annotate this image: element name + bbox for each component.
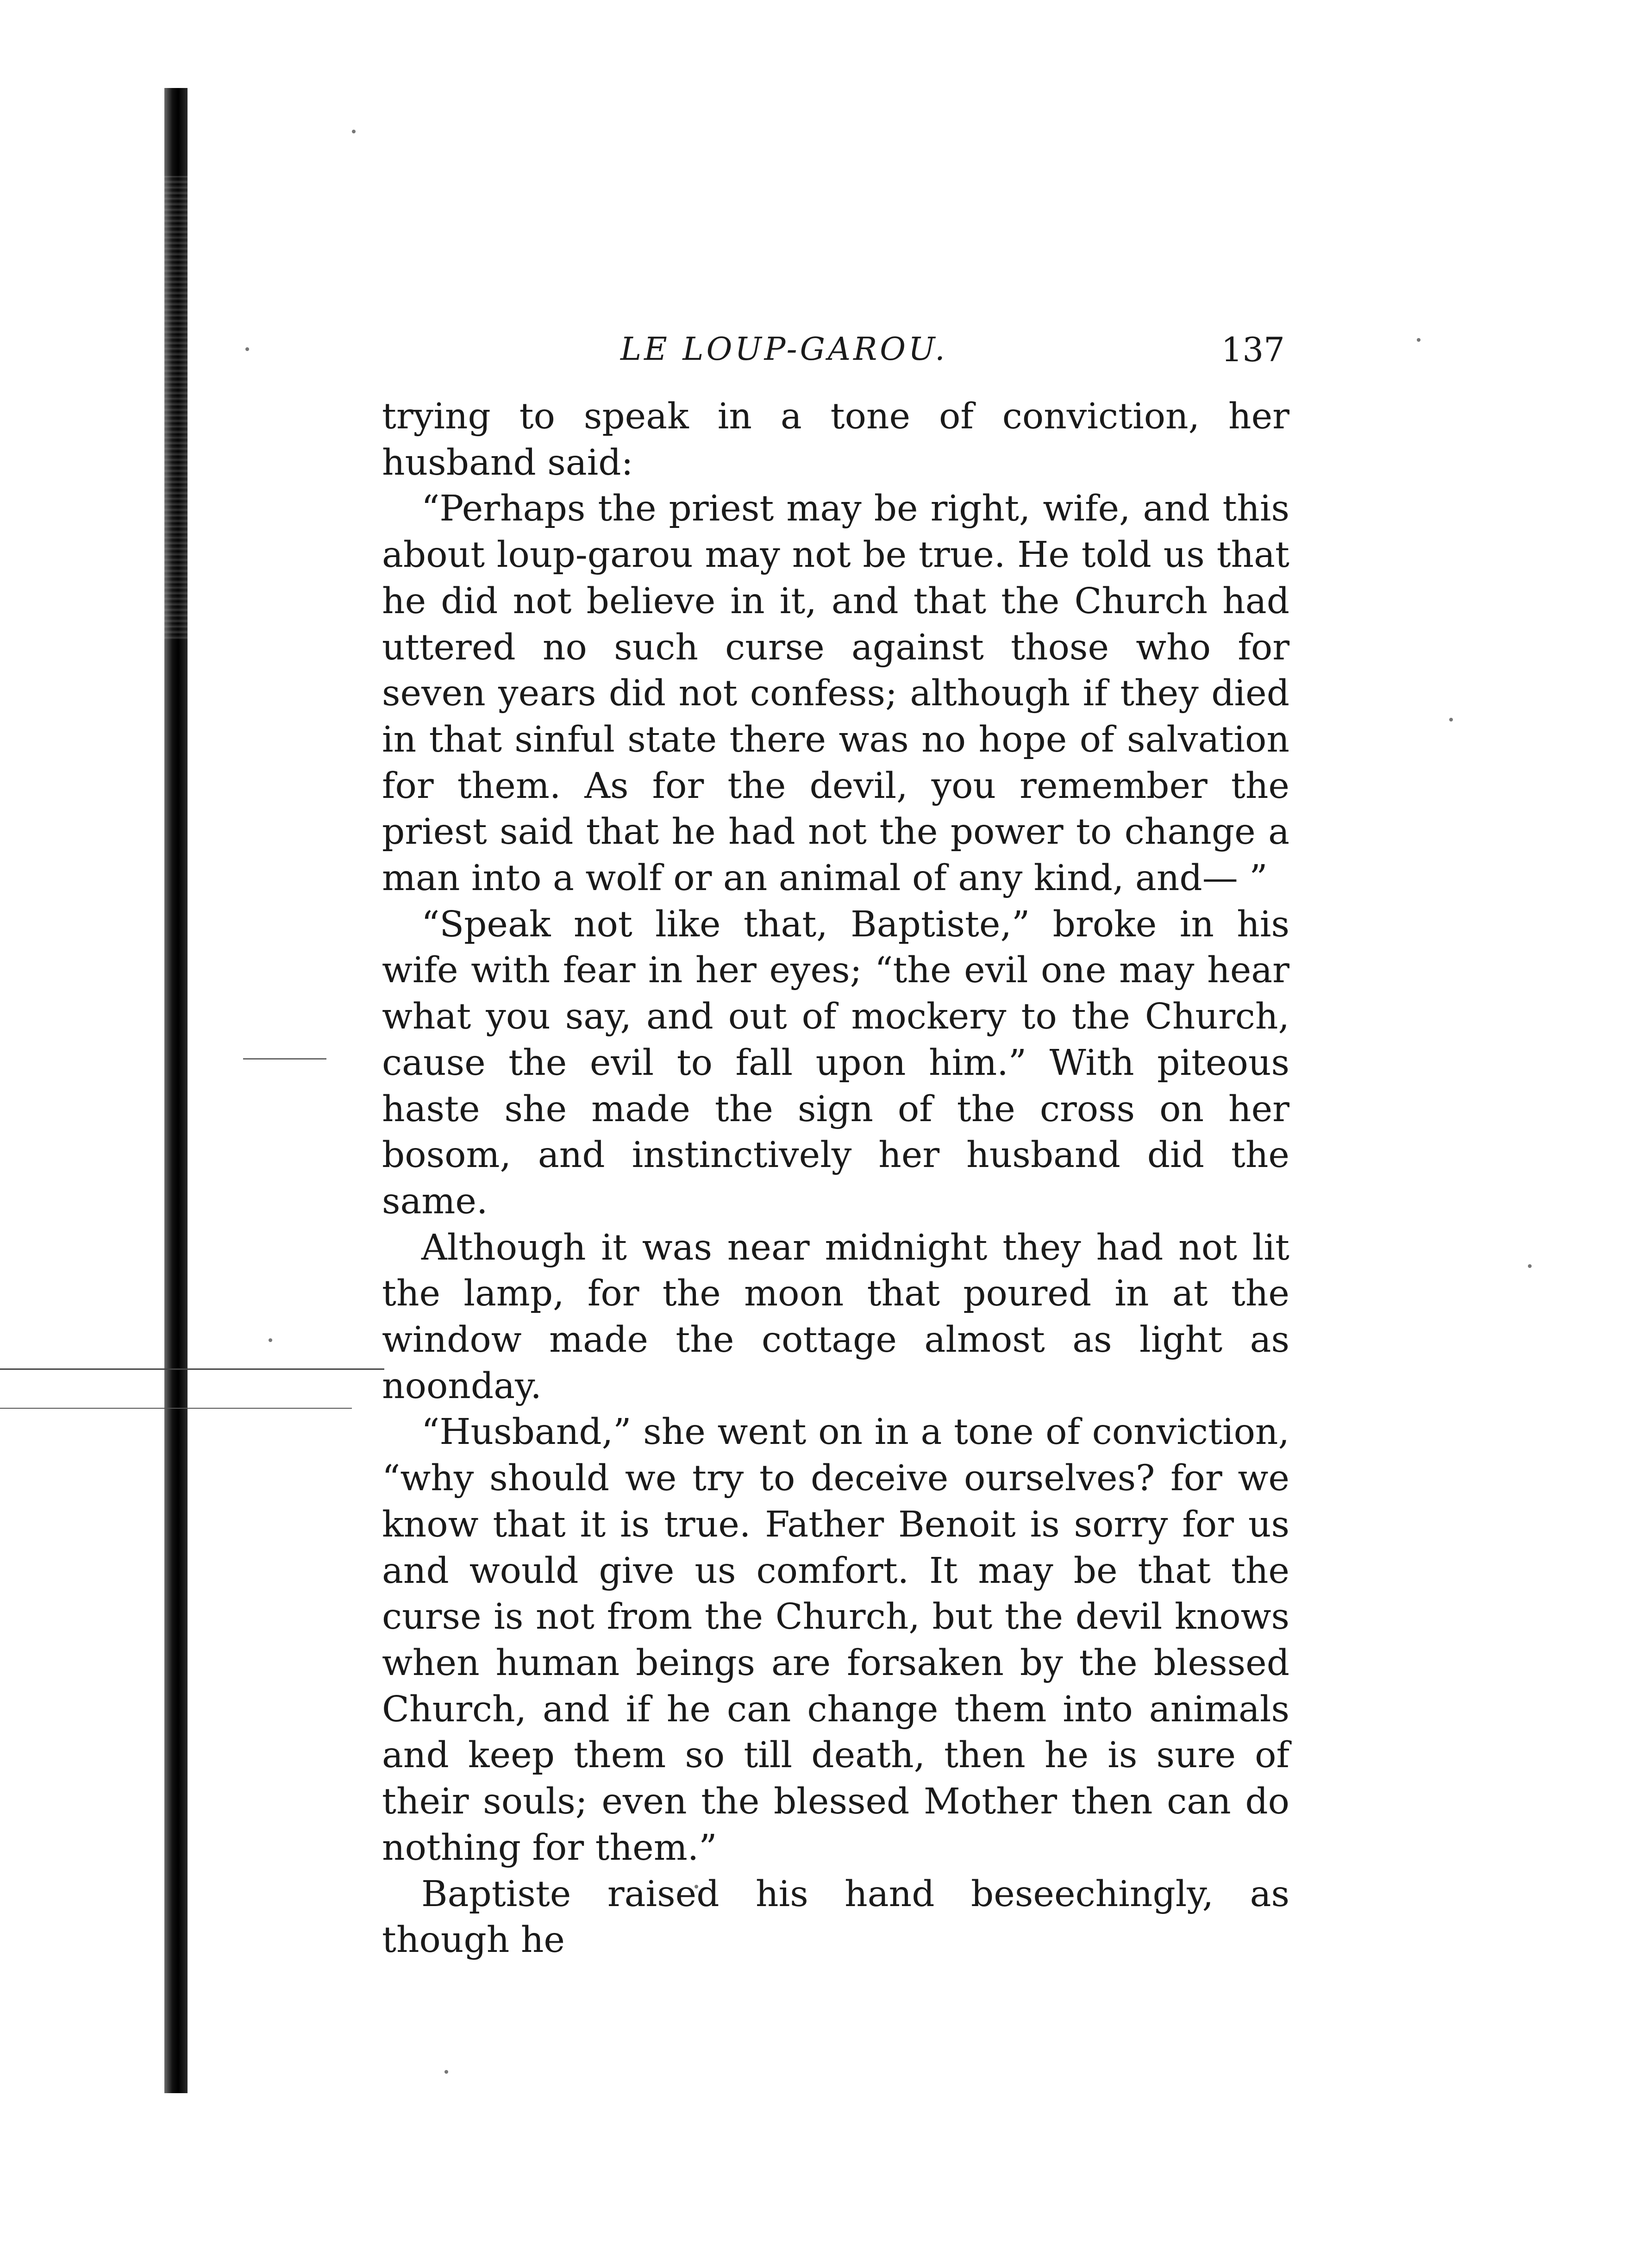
running-title: LE LOUP-GAROU. <box>620 331 948 368</box>
paragraph: “Husband,” she went on in a tone of conviction, “why should we try to deceive ourselves? for we know that it is true. Father Benoit is sorry for us and would give us comfort. It may be that the curse is not from the Church, but the devil knows when human beings are forsaken by the blessed Church, and if he can change them into animals and keep them so till death, then he is sure of their souls; even the blessed Mother then can do nothing for them.” <box>382 1411 1289 1869</box>
scan-speck <box>1449 718 1453 721</box>
scan-mark <box>243 1058 326 1060</box>
spine-texture <box>162 176 190 639</box>
scan-speck <box>1417 338 1420 342</box>
paragraph: Baptiste raised his hand beseechingly, as though he <box>382 1873 1289 1961</box>
scan-speck <box>269 1338 272 1342</box>
scan-speck <box>245 347 249 351</box>
scan-speck <box>1528 1264 1532 1268</box>
paragraph: trying to speak in a tone of conviction, her husband said: <box>382 396 1289 483</box>
paragraph: Although it was near midnight they had not lit the lamp, for the moon that poured in at the window made the cottage almost as light as noonday. <box>382 1227 1289 1407</box>
body-text <box>382 394 1289 1963</box>
paragraph: “Speak not like that, Baptiste,” broke in his wife with fear in her eyes; “the evil one may hear what you say, and out of mockery to the Church, cause the evil to fall upon him.” With piteous haste she made the sign of the cross on her bosom, and instinctively her husband did the same. <box>382 903 1289 1222</box>
scan-scratch-line <box>0 1408 352 1409</box>
scan-speck <box>352 130 356 133</box>
paragraph: “Perhaps the priest may be right, wife, and this about loup-garou may not be true. He told us that he did not believe in it, and that the Church had uttered no such curse against those who for seven years did not confess; although if they died in that sinful state there was no hope of salvation for them. As for the devil, you remember the priest said that he had not the power to change a man into a wolf or an animal of any kind, and— ” <box>382 488 1289 899</box>
scan-scratch-line <box>0 1368 384 1370</box>
page-header <box>620 324 1361 375</box>
scan-speck <box>444 2070 448 2074</box>
page-number: 137 <box>1221 330 1285 369</box>
